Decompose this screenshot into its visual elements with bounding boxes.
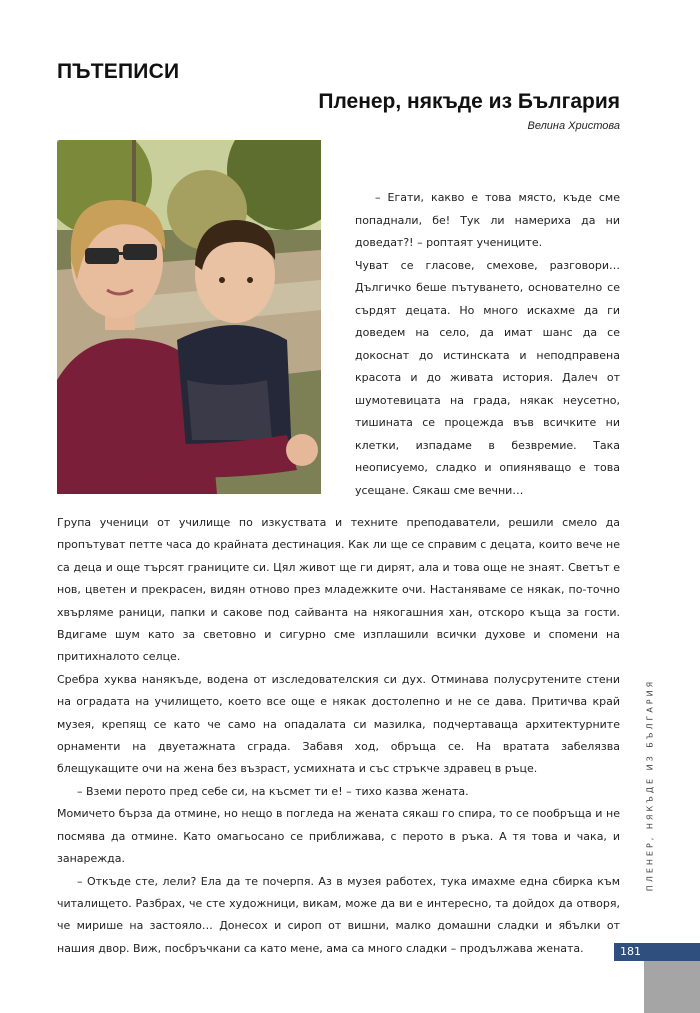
body-dialogue: – Вземи перото пред себе си, на късмет ти е! – тихо казва жената. xyxy=(77,784,469,798)
photo-illustration xyxy=(57,140,321,494)
running-title xyxy=(644,640,656,930)
article-body xyxy=(57,512,620,960)
intro-dialogue: – Егати, какво е това място, къде сме попаднали, бе! Тук ли намериха да ни доведат?! – роптаят учениците. xyxy=(355,191,620,249)
body-dialogue: – Откъде сте, лели? Ела да те почерпя. Аз в музея работех, тука имахме една сбирка към читалището. Разбрах, че сте художници, викам, може да ви е интересно, та дойдох да отворя, че мирише на застояло… Донесох и сироп от вишни, малко домашни сладки и ябълки от нашия двор. Виж, посбръчкани са като мене, ама са много сладки – продължава жената. xyxy=(57,874,620,955)
body-paragraph: Сребра хуква нанякъде, водена от изследователския си дух. Отминава полусрутените стени на оградата на училището, което все още е някак достолепно и не се дава. Притичва край музея, крепящ се като че само на опадалата си мазилка, подчертаваща архитектурните орнаменти на двуетажната сграда. Забавя ход, обръща се. На вратата забелязва блещукащите очи на жена без възраст, усмихната и със стръкче здравец в ръце. xyxy=(57,672,620,776)
intro-paragraph: Чуват се гласове, смехове, разговори… Дългичко беше пътуването, основателно се сърдят децата. Но много искахме да ги доведем на село, да имат шанс да се докоснат до истинската и неподправена красота и до живата история. Далеч от шумотевицата на града, някак неусетно, тишината се процежда във всичките ни клетки, изпадаме в безвремие. Така неописуемо, сладко и опияняващо е това усещане. Сякаш сме вечни… xyxy=(355,258,620,497)
article-title: Пленер, някъде из България xyxy=(318,90,620,113)
section-title: ПЪТЕПИСИ xyxy=(57,60,180,83)
body-paragraph: Момичето бърза да отмине, но нещо в погледа на жената сякаш го спира, то се пообръща и не посмява да отмине. Като омагьосано се приближава, с перото в ръка. А тя това и чака, и занарежда. xyxy=(57,807,620,866)
article-photo xyxy=(57,140,321,494)
author-byline: Велина Христова xyxy=(527,120,620,132)
running-title-text: ПЛЕНЕР, НЯКЪДЕ ИЗ БЪЛГАРИЯ xyxy=(645,678,655,892)
page-number: 181 xyxy=(620,945,641,958)
body-paragraph: Група ученици от училище по изкуствата и техните преподаватели, решили смело да пропътуват петте часа до крайната дестинация. Как ли ще се справим с децата, които вече не са деца и още търсят границите си. Цял живот ще ги дирят, ала и това още не знаят. Светът е нов, цветен и прекрасен, видян отново през младежките очи. Настаняваме се някак, по-точно хвърляме раници, папки и сакове под сайванта на някогашния хан, отскоро къща за гости. Вдигаме шум като за световно и сигурно сме изплашили всички духове и спомени на притихналото селце. xyxy=(57,516,620,664)
intro-column xyxy=(355,187,620,502)
page-corner-block xyxy=(644,961,700,1013)
